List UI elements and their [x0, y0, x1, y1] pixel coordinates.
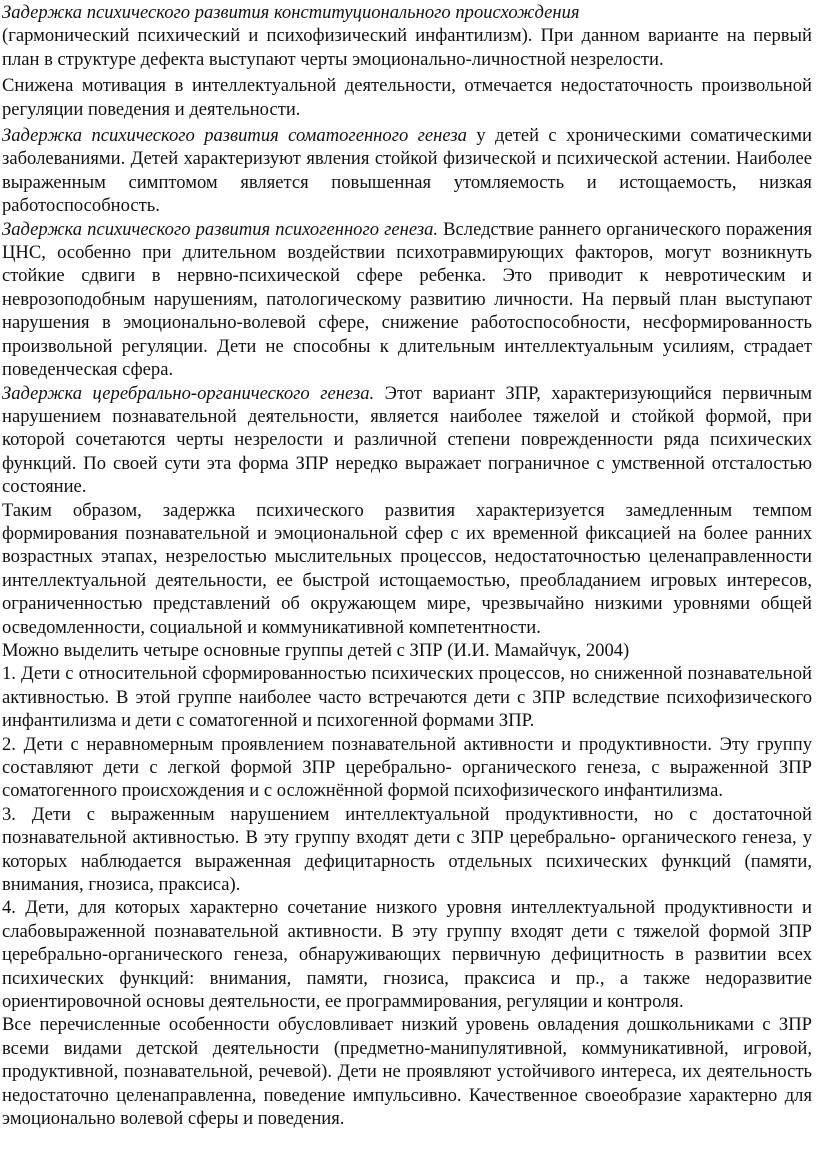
text-psychogenic: Вследствие раннего органического поражения ЦНС, особенно при длительном воздействии психотравмирующих факторов, могут возникнуть стойкие сдвиги в нервно-психической сфере ребенка. Это приводит к невротическим и неврозоподобным нарушениям, патологическому развитию личности. На первый план выступают нарушения в эмоционально-волевой сфере, снижение работоспособности, несформированность произвольной регуляции. Дети не способны к длительным интеллектуальным усилиям, страдает поведенческая сфера.: [2, 218, 812, 381]
paragraph-motivation: [2, 74, 812, 121]
text-conclusion: Все перечисленные особенности обусловливает низкий уровень овладения дошкольниками с ЗПР всеми видами детской деятельности (предметно-манипулятивной, коммуникативной, игровой, продуктивной, познавательной, речевой). Дети не проявляют устойчивого интереса, их деятельность недостаточно целенаправленна, поведение импульсивно. Качественное своеобразие характерно для эмоционально волевой сферы и поведения.: [2, 1014, 812, 1130]
heading-cerebral-organic: Задержка церебрально-органического генеза.: [2, 382, 375, 404]
paragraph-summary: [2, 499, 812, 639]
text-motivation: Снижена мотивация в интеллектуальной деятельности, отмечается недостаточность произвольной регуляции поведения и деятельности.: [2, 75, 812, 120]
text-group-3: 3. Дети с выраженным нарушением интеллектуальной продуктивности, но с достаточной познавательной активностью. В эту группу входят дети с ЗПР церебрально- органического генеза, у которых наблюдается выраженная дефицитарность отдельных психических функций (памяти, внимания, гнозиса, праксиса).: [2, 803, 812, 896]
heading-somatogenic: Задержка психического развития соматогенного генеза: [2, 125, 467, 147]
text-groups-intro: Можно выделить четыре основные группы детей с ЗПР (И.И. Мамайчук, 2004): [2, 639, 630, 661]
list-item-group-4: [2, 896, 812, 1013]
list-item-group-3: [2, 803, 812, 897]
text-cerebral-organic: Этот вариант ЗПР, характеризующийся первичным нарушением познавательной деятельности, является наиболее тяжелой и стойкой формой, при которой сочетаются черты незрелости и различной степени поврежденности ряда психических функций. По своей сути эта форма ЗПР нередко выражает пограничное с умственной отсталостью состояние.: [2, 382, 812, 498]
paragraph-constitutional-body: [2, 24, 812, 71]
paragraph-groups-intro: [2, 639, 812, 662]
paragraph-somatogenic: [2, 124, 812, 218]
heading-psychogenic: Задержка психического развития психогенного генеза.: [2, 218, 439, 240]
text-group-4: 4. Дети, для которых характерно сочетание низкого уровня интеллектуальной продуктивности и слабовыраженной познавательной активности. В эту группу входят дети с тяжелой формой ЗПР церебрально-органического генеза, обнаруживающих первичную дефицитность в развитии всех психических функций: внимания, памяти, гнозиса, праксиса и пр., а также недоразвитие ориентировочной основы деятельности, ее программирования, регуляции и контроля.: [2, 897, 812, 1013]
heading-constitutional: Задержка психического развития конституционального происхождения: [2, 2, 580, 23]
paragraph-psychogenic: [2, 218, 812, 382]
paragraph-constitutional: [2, 1, 812, 24]
text-group-2: 2. Дети с неравномерным проявлением познавательной активности и продуктивности. Эту группу составляют дети с легкой формой ЗПР церебрально- органического генеза, с выраженной ЗПР соматогенного происхождения и с осложнённой формой психофизического инфантилизма.: [2, 733, 812, 802]
text-constitutional: (гармонический психический и психофизический инфантилизм). При данном варианте на первый план в структуре дефекта выступают черты эмоционально-личностной незрелости.: [2, 25, 812, 70]
list-item-group-1: [2, 662, 812, 732]
text-somatogenic: у детей с хроническими соматическими заболеваниями. Детей характеризуют явления стойкой физической и психической астении. Наиболее выраженным симптомом является повышенная утомляемость и истощаемость, низкая работоспособность.: [2, 125, 812, 217]
paragraph-cerebral-organic: [2, 382, 812, 499]
text-group-1: 1. Дети с относительной сформированностью психических процессов, но сниженной познавательной активностью. В этой группе наиболее часто встречаются дети с ЗПР вследствие психофизического инфантилизма и дети с соматогенной и психогенной формами ЗПР.: [2, 663, 812, 732]
text-summary: Таким образом, задержка психического развития характеризуется замедленным темпом формирования познавательной и эмоциональной сфер с их временной фиксацией на более ранних возрастных этапах, незрелостью мыслительных процессов, недостаточностью целенаправленности интеллектуальной деятельности, ее быстрой истощаемостью, преобладанием игровых интересов, ограниченностью представлений об окружающем мире, чрезвычайно низкими уровнями общей осведомленности, социальной и коммуникативной компетентности.: [2, 499, 812, 638]
list-item-group-2: [2, 733, 812, 803]
paragraph-conclusion: [2, 1013, 812, 1130]
